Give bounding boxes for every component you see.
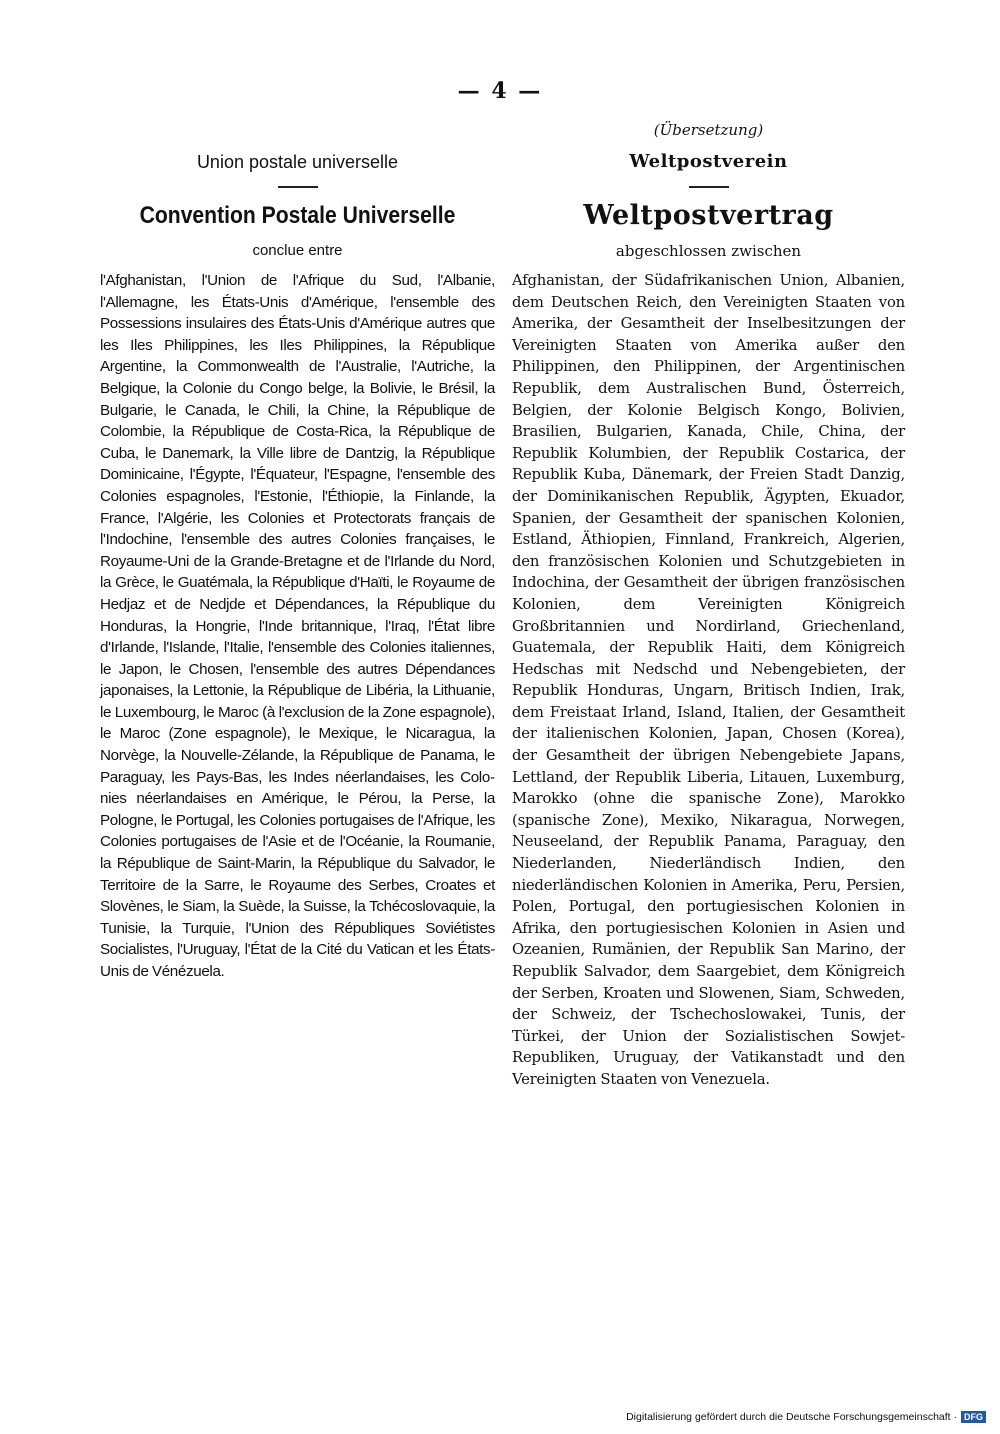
organization-name: Weltpostverein xyxy=(629,151,788,172)
parties-paragraph: Afghanistan, der Südafrikanischen Union, Albanien, dem Deutschen Reich, den Vereinigten Staaten von Amerika, der Gesamtheit der Inselbesitzungen der Vereinigten Staaten von Amerika außer den Philippinen, den Philippinen, der Argentinischen Republik, dem Australischen Bund, Österreich, Belgien, der Kolonie Belgisch Kongo, Bolivien, Brasilien, Bulgarien, Kanada, Chile, China, der Republik Kolumbien, der Republik Costarica, der Republik Kuba, Dänemark, der Freien Stadt Danzig, der Dominikanischen Republik, Ägypten, Ekuador, Spanien, der Gesamtheit der spanischen Kolonien, Estland, Äthiopien, Finnland, Frankreich, Algerien, den französischen Kolonien und Schutzgebieten in Indochina, der Gesamtheit der übrigen französischen Kolonien, dem Vereinigten Königreich Großbritannien und Nordirland, Griechenland, Guatemala, der Republik Haiti, dem Königreich Hedschas mit Nedschd und Nebengebieten, der Republik Honduras, Ungarn, Britisch Indien, Irak, dem Freistaat Irland, Island, Italien, der Gesamtheit der italienischen Kolonien, Japan, Chosen (Korea), der Gesamtheit der übrigen Nebengebiete Japans, Lettland, der Republik Liberia, Litauen, Luxemburg, Marokko (ohne die spanische Zone), Marokko (spanische Zone), Mexiko, Nikaragua, Norwegen, Neuseeland, der Republik Panama, Paraguay, den Niederlanden, Niederländisch Indien, den niederländischen Kolonien in Amerika, Peru, Persien, Polen, Portugal, den portugiesischen Kolonien in Afrika, den portugiesischen Kolonien in Asien und Ozeanien, Rumänien, der Republik San Marino, der Republik Salvador, dem Saargebiet, dem Königreich der Serben, Kroaten und Slowenen, Siam, Schweden, der Schweiz, der Tschechoslowakei, Tunis, der Türkei, der Union der Sozialistischen Sowjet-Republiken, Uruguay, der Vatikanstadt und den Vereinigten Staaten von Venezuela. xyxy=(512,272,905,1088)
parties-paragraph: l'Afghanistan, l'Union de l'Afrique du Sud, l'Albanie, l'Allemagne, les États-Unis d'Amérique, l'ensemble des Possessions insulaires des États-Unis d'Amérique autres que les Iles Philippines, les Iles Philippines, la République Argentine, la Commonwealth de l'Australie, l'Autriche, la Belgique, la Colonie du Congo belge, la Bolivie, le Brésil, la Bulgarie, le Canada, le Chili, la Chine, la République de Colombie, la République de Costa-Rica, la République de Cuba, le Danemark, la Ville libre de Dantzig, la République Dominicaine, l'Égypte, l'Équateur, l'Espagne, l'ensemble des Colonies espagnoles, l'Estonie, l'Éthiopie, la Finlande, la France, l'Algérie, les Colonies et Protectorats français de l'Indochine, l'ensemble des autres Colonies françaises, le Royaume-Uni de la Grande-Bretagne et de l'Irlande du Nord, la Grèce, le Guatémala, la République d'Haïti, le Royaume de Hedjaz et de Nedjde et Dépendances, la République du Honduras, la Hongrie, l'Inde britannique, l'Iraq, l'État libre d'Irlande, l'Islande, l'Italie, l'ensemble des Colonies italiennes, le Japon, le Chosen, l'ensemble des autres Dépendances japonaises, la Lettonie, la République de Libéria, la Lithuanie, le Luxembourg, le Maroc (à l'exclusion de la Zone espagnole), le Maroc (Zone espagnole), le Mexique, le Nicaragua, la Norvège, la Nouvelle-Zélande, la République de Panama, le Paraguay, les Pays-Bas, les Indes néerlandaises, les Colonies néerlandaises en Amérique, le Pérou, la Perse, la Pologne, le Portugal, les Colonies portugaises de l'Afrique, les Colonies portugaises de l'Asie et de l'Océanie, la Roumanie, la République de Saint-Marin, la République du Salvador, le Territoire de la Sarre, le Royaume des Serbes, Croates et Slovènes, le Siam, la Suède, la Suisse, la Tchécoslovaquie, la Tunisie, la Turquie, l'Union des Républiques Soviétistes Socialistes, l'Uruguay, l'État de la Cité du Vatican et les États-Unis de Vénézuela. xyxy=(100,272,495,980)
divider xyxy=(278,186,318,188)
annotation-spacer xyxy=(100,112,495,148)
german-column xyxy=(512,112,905,1091)
document-subtitle: conclue entre xyxy=(252,242,343,259)
divider xyxy=(689,186,729,188)
document-title: Weltpostvertrag xyxy=(583,200,834,231)
french-column xyxy=(100,112,495,983)
page-number: — 4 — xyxy=(457,78,543,104)
translation-note: (Übersetzung) xyxy=(653,121,764,139)
organization-name: Union postale universelle xyxy=(196,152,399,172)
dfg-logo: DFG xyxy=(961,1411,986,1423)
digitization-footer xyxy=(0,1411,1000,1423)
document-title: Convention Postale Universelle xyxy=(139,202,456,229)
document-subtitle: abgeschlossen zwischen xyxy=(615,242,802,260)
footer-text: Digitalisierung gefördert durch die Deutsche Forschungsgemeinschaft · xyxy=(626,1411,957,1423)
